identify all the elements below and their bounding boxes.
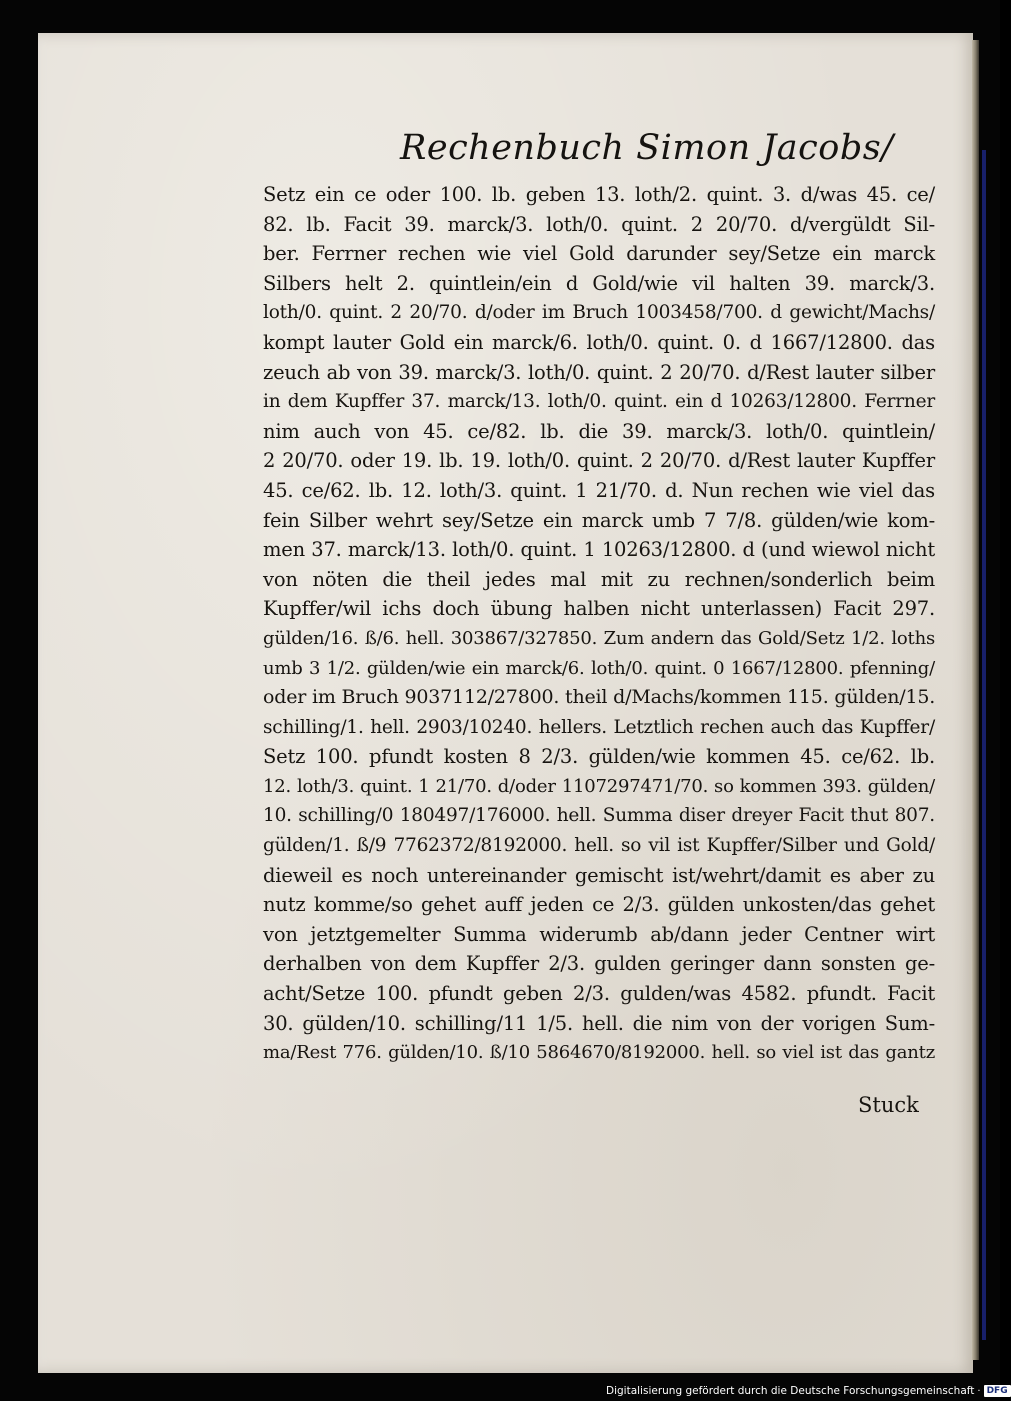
text-line: nim auch von 45. ce/82. lb. die 39. marck/3. loth/0. quintlein/ <box>263 419 935 443</box>
text-line: kompt lauter Gold ein marck/6. loth/0. quint. 0. d 1667/12800. das <box>263 330 935 354</box>
text-line: 82. lb. Facit 39. marck/3. loth/0. quint. 2 20/70. d/vergüldt Sil- <box>263 212 935 236</box>
text-line: loth/0. quint. 2 20/70. d/oder im Bruch 1003458/700. d gewicht/Machs/ <box>263 302 935 324</box>
text-line: Setz ein ce oder 100. lb. geben 13. loth/2. quint. 3. d/was 45. ce/ <box>263 183 935 206</box>
dfg-logo-icon: DFG <box>984 1385 1011 1397</box>
text-line: von nöten die theil jedes mal mit zu rechnen/sonderlich beim <box>263 567 935 591</box>
catchword: Stuck <box>858 1093 919 1117</box>
running-header: Rechenbuch Simon Jacobs/ <box>400 128 894 168</box>
text-line: umb 3 1/2. gülden/wie ein marck/6. loth/0. quint. 0 1667/12800. pfenning/ <box>263 657 935 679</box>
text-line: 30. gülden/10. schilling/11 1/5. hell. die nim von der vorigen Sum- <box>263 1011 935 1035</box>
text-line: ber. Ferrner rechen wie viel Gold darunder sey/Setze ein marck <box>263 242 935 266</box>
text-line: gülden/1. ß/9 7762372/8192000. hell. so vil ist Kupffer/Silber und Gold/ <box>263 835 935 857</box>
text-line: fein Silber wehrt sey/Setze ein marck umb 7 7/8. gülden/wie kom- <box>263 508 935 532</box>
text-line: men 37. marck/13. loth/0. quint. 1 10263/12800. d (und wiewol nicht <box>263 538 935 562</box>
text-line: 45. ce/62. lb. 12. loth/3. quint. 1 21/70. d. Nun rechen wie viel das <box>263 478 935 502</box>
text-line: ma/Rest 776. gülden/10. ß/10 5864670/8192000. hell. so viel ist das gantz <box>263 1042 935 1064</box>
text-line: Silbers helt 2. quintlein/ein d Gold/wie vil halten 39. marck/3. <box>263 271 935 295</box>
page-edge <box>972 40 979 1360</box>
scan-edge-strip <box>982 150 986 1340</box>
footer-separator: · <box>977 1385 981 1397</box>
text-line: derhalben von dem Kupffer 2/3. gulden geringer dann sonsten ge- <box>263 952 935 976</box>
text-line: in dem Kupffer 37. marck/13. loth/0. quint. ein d 10263/12800. Ferrner <box>263 391 935 413</box>
text-line: 12. loth/3. quint. 1 21/70. d/oder 1107297471/70. so kommen 393. gülden/ <box>263 775 935 797</box>
text-line: dieweil es noch untereinander gemischt ist/wehrt/damit es aber zu <box>263 863 935 887</box>
text-line: nutz komme/so gehet auff jeden ce 2/3. gülden unkosten/das gehet <box>263 893 935 917</box>
text-line: 2 20/70. oder 19. lb. 19. loth/0. quint. 2 20/70. d/Rest lauter Kupffer <box>263 449 935 473</box>
text-line: von jetztgemelter Summa widerumb ab/dann jeder Centner wirt <box>263 922 935 946</box>
text-line: Kupffer/wil ichs doch übung halben nicht unterlassen) Facit 297. <box>263 597 935 621</box>
text-line: zeuch ab von 39. marck/3. loth/0. quint. 2 20/70. d/Rest lauter silber <box>263 360 935 384</box>
text-line: gülden/16. ß/6. hell. 303867/327850. Zum andern das Gold/Setz 1/2. loths <box>263 627 935 649</box>
body-text <box>263 180 935 1068</box>
footer-text: Digitalisierung gefördert durch die Deutsche Forschungsgemeinschaft <box>606 1385 975 1397</box>
text-line: schilling/1. hell. 2903/10240. hellers. Letztlich rechen auch das Kupffer/ <box>263 716 935 738</box>
footer-credit <box>606 1383 1011 1399</box>
text-line: oder im Bruch 9037112/27800. theil d/Machs/kommen 115. gülden/15. <box>263 686 936 709</box>
text-line: 10. schilling/0 180497/176000. hell. Summa diser dreyer Facit thut 807. <box>263 805 935 827</box>
text-line: acht/Setze 100. pfundt geben 2/3. gulden/was 4582. pfundt. Facit <box>263 982 935 1006</box>
text-line: Setz 100. pfundt kosten 8 2/3. gülden/wie kommen 45. ce/62. lb. <box>263 745 935 769</box>
